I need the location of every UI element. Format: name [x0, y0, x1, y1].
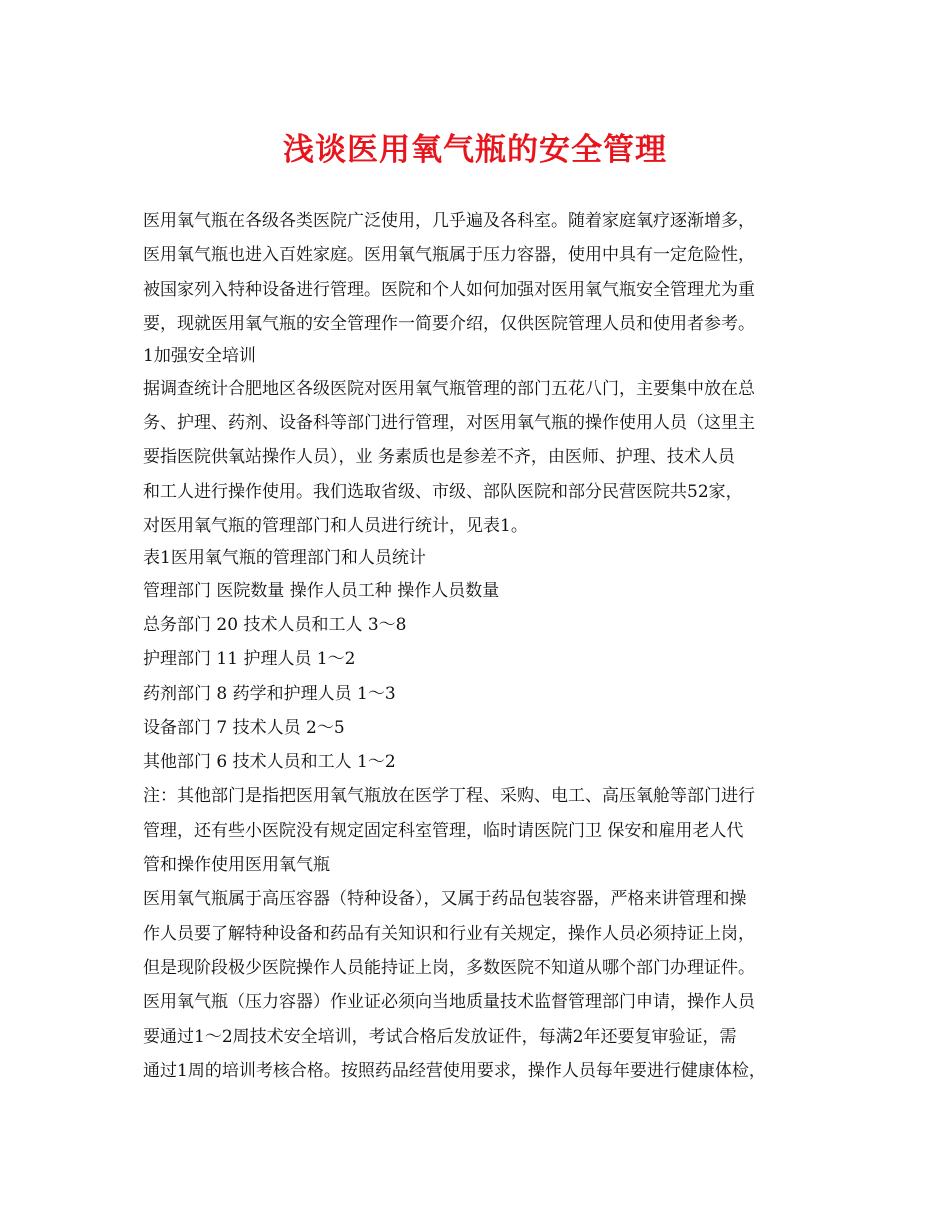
body-line: 医用氧气瓶属于高压容器（特种设备），又属于药品包装容器，严格来讲管理和操: [143, 889, 747, 910]
document-title: 浅谈医用氧气瓶的安全管理: [283, 132, 667, 168]
body-line: 医用氧气瓶（压力容器）作业证必须向当地质量技术监督管理部门申请，操作人员: [143, 992, 755, 1013]
body-line: 要，现就医用氧气瓶的安全管理作一简要介绍，仅供医院管理人员和使用者参考。: [143, 313, 755, 334]
body-line: 要指医院供氧站操作人员），业 务素质也是参差不齐，由医师、护理、技术人员: [143, 447, 735, 468]
body-line: 务、护理、药剂、设备科等部门进行管理，对医用氧气瓶的操作使用人员（这里主: [143, 412, 755, 433]
table-row: 护理部门 11 护理人员 1～2: [143, 649, 356, 670]
body-line: 据调查统计合肥地区各级医院对医用氧气瓶管理的部门五花八门，主要集中放在总: [143, 378, 755, 399]
document-body: [143, 204, 823, 1088]
table-header-row: 管理部门 医院数量 操作人员工种 操作人员数量: [143, 580, 500, 601]
body-line: 但是现阶段极少医院操作人员能持证上岗，多数医院不知道从哪个部门办理证件。: [143, 957, 755, 978]
table-row: 设备部门 7 技术人员 2～5: [143, 717, 345, 738]
table-note-line: 管理，还有些小医院没有规定固定科室管理，临时请医院门卫 保安和雇用老人代: [143, 820, 744, 841]
table-note-line: 管和操作使用医用氧气瓶: [143, 855, 330, 876]
table-row: 其他部门 6 技术人员和工人 1～2: [143, 752, 396, 773]
table-note-line: 注：其他部门是指把医用氧气瓶放在医学丁程、采购、电工、高压氧舱等部门进行: [143, 786, 755, 807]
body-line: 医用氧气瓶也进入百姓家庭。医用氧气瓶属于压力容器，使用中具有一定危险性，: [143, 245, 755, 266]
body-line: 通过1周的培训考核合格。按照药品经营使用要求，操作人员每年要进行健康体检，: [143, 1060, 766, 1081]
section-heading: 1加强安全培训: [143, 346, 256, 367]
body-line: 医用氧气瓶在各级各类医院广泛使用，几乎遍及各科室。随着家庭氧疗逐渐增多，: [143, 211, 755, 231]
body-line: 作人员要了解特种设备和药品有关知识和行业有关规定，操作人员必须持证上岗，: [143, 923, 755, 944]
table-caption: 表1医用氧气瓶的管理部门和人员统计: [143, 548, 426, 569]
body-line: 对医用氧气瓶的管理部门和人员进行统计，见表1。: [143, 515, 528, 536]
table-row: 总务部门 20 技术人员和工人 3～8: [143, 614, 407, 635]
table-row: 药剂部门 8 药学和护理人员 1～3: [143, 683, 396, 704]
body-line: 要通过1～2周技术安全培训，考试合格后发放证件，每满2年还要复审验证，需: [143, 1026, 737, 1047]
body-line: 和工人进行操作使用。我们选取省级、市级、部队医院和部分民营医院共52家，: [143, 481, 743, 502]
body-line: 被国家列入特种设备进行管理。医院和个人如何加强对医用氧气瓶安全管理尤为重: [143, 279, 755, 300]
